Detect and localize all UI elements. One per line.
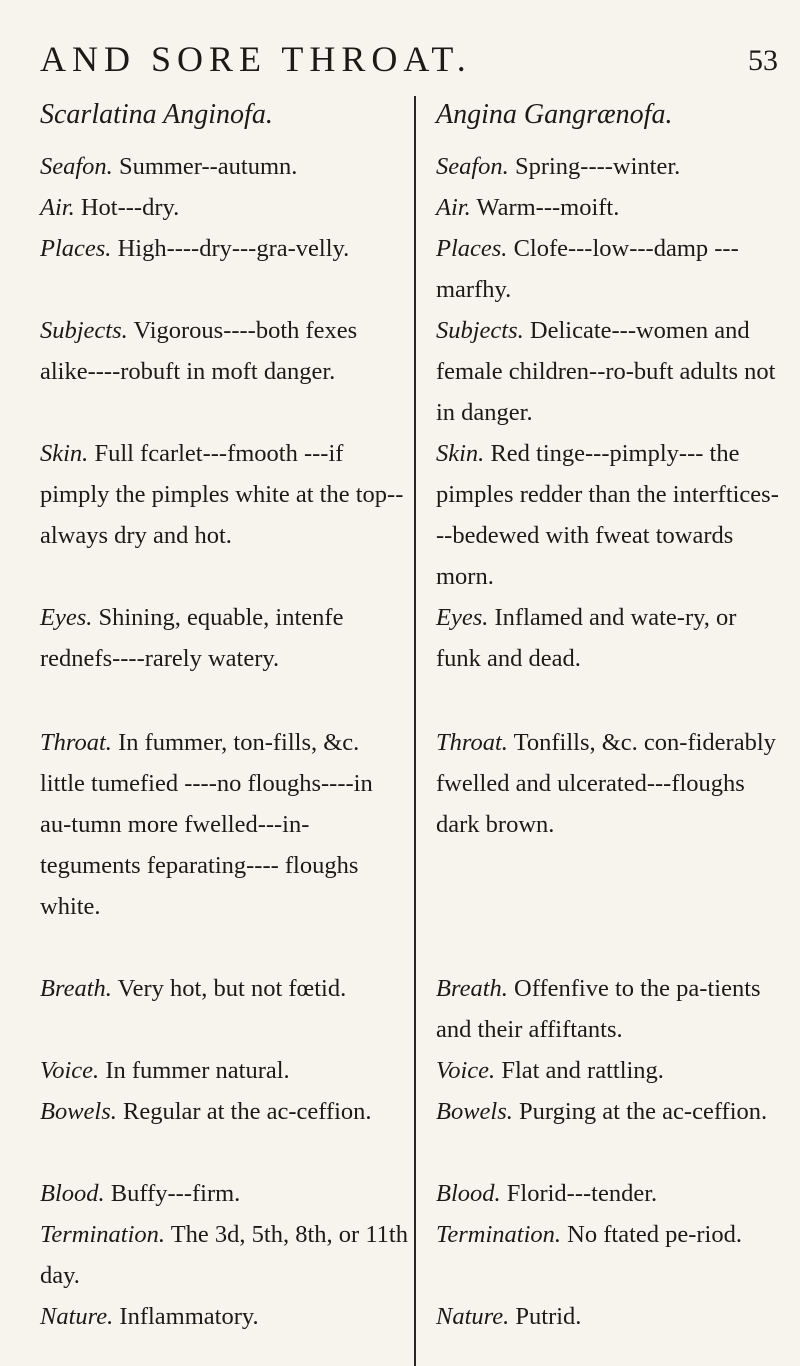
right-column-title: Angina Gangrænofa. <box>436 99 673 130</box>
entry-eyes: Eyes. Inflamed and wate-ry, or funk and dead. <box>436 604 737 672</box>
entry-skin: Skin. Red tinge---pimply--- the pimples redder than the interftices---bedewed with fweat towards morn. <box>436 440 779 590</box>
left-column-title: Scarlatina Anginofa. <box>40 99 273 130</box>
entry-breath: Breath. Offenfive to the pa-tients and their affiftants. <box>436 975 761 1043</box>
entry-nature: Nature. Putrid. <box>436 1303 582 1330</box>
entry-nature: Nature. Inflammatory. <box>40 1303 259 1330</box>
entry-air: Air. Warm---moift. <box>436 194 620 221</box>
entry-subjects: Subjects. Vigorous----both fexes alike----robuft in moft danger. <box>40 317 358 385</box>
page-number: 53 <box>748 44 778 77</box>
entry-termination: Termination. No ftated pe-riod. <box>436 1221 742 1248</box>
page-header <box>0 38 800 88</box>
running-head: AND SORE THROAT. <box>40 39 472 79</box>
entry-breath: Breath. Very hot, but not fœtid. <box>40 975 347 1002</box>
entry-skin: Skin. Full fcarlet---fmooth ---if pimply the pimples white at the top--always dry and hot. <box>40 440 404 549</box>
entry-throat: Throat. In fummer, ton-fills, &c. little tumefied ----no floughs----in au-tumn more fwelled---in-teguments feparating---- floughs white. <box>40 729 373 920</box>
entry-places: Places. High----dry---gra-velly. <box>40 235 350 262</box>
entry-season: Seafon. Summer--autumn. <box>40 153 298 180</box>
entry-subjects: Subjects. Delicate---women and female children--ro-buft adults not in danger. <box>436 317 776 426</box>
entry-blood: Blood. Buffy---firm. <box>40 1180 241 1207</box>
entry-season: Seafon. Spring----winter. <box>436 153 681 180</box>
entry-air: Air. Hot---dry. <box>40 194 180 221</box>
entry-places: Places. Clofe---low---damp --- marfhy. <box>436 235 739 303</box>
entry-eyes: Eyes. Shining, equable, intenfe rednefs----rarely watery. <box>40 604 344 672</box>
entry-voice: Voice. Flat and rattling. <box>436 1057 664 1084</box>
column-divider <box>414 96 416 1366</box>
entry-voice: Voice. In fummer natural. <box>40 1057 290 1084</box>
right-column <box>436 90 786 1337</box>
entry-bowels: Bowels. Regular at the ac-ceffion. <box>40 1098 372 1125</box>
entry-throat: Throat. Tonfills, &c. con-fiderably fwelled and ulcerated---floughs dark brown. <box>436 729 776 838</box>
entry-blood: Blood. Florid---tender. <box>436 1180 658 1207</box>
entry-bowels: Bowels. Purging at the ac-ceffion. <box>436 1098 768 1125</box>
entry-termination: Termination. The 3d, 5th, 8th, or 11th day. <box>40 1221 408 1289</box>
left-column <box>40 90 410 1337</box>
